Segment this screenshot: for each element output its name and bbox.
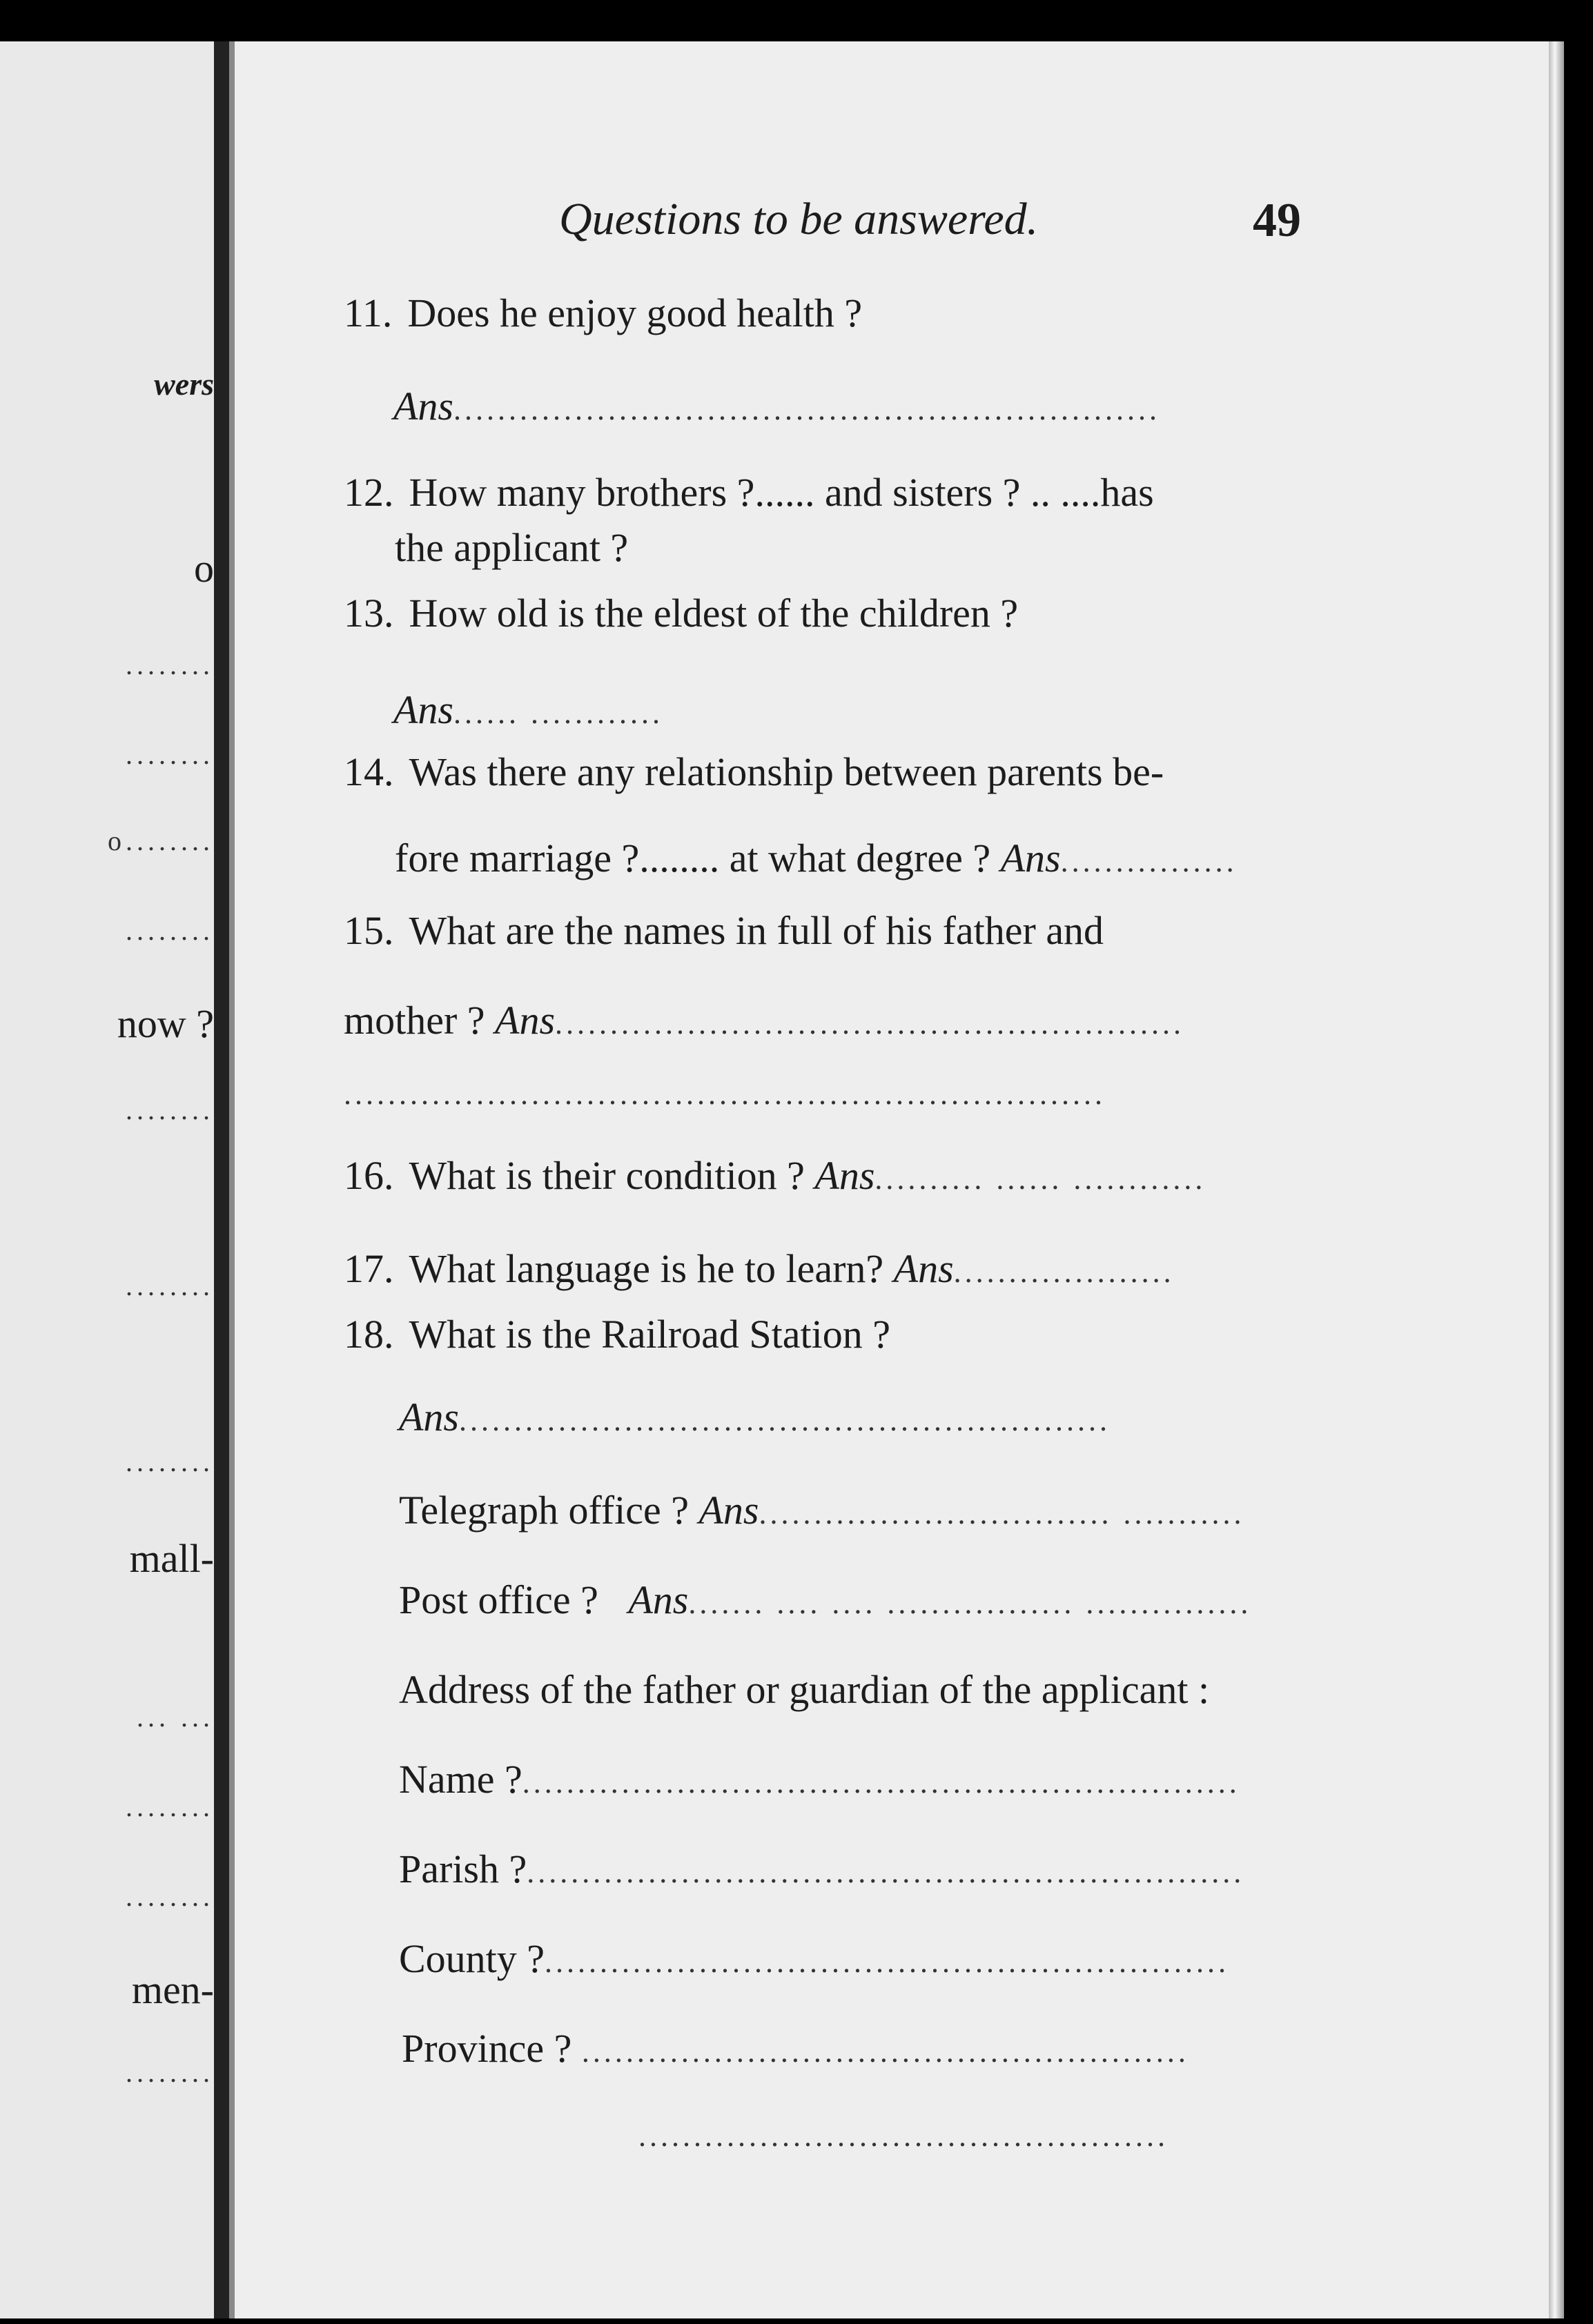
question-11	[344, 290, 862, 336]
left-fragment: mall-	[129, 1536, 214, 1581]
answer-blank: ................................ ...........	[759, 1497, 1245, 1530]
answer-15-blank: .....................................................................	[344, 1077, 1106, 1111]
question-text-cont: ...... and sisters ? .. ....has	[754, 470, 1154, 515]
question-text: Was there any relationship between parents be-	[409, 749, 1164, 794]
left-fragment: ........	[126, 1791, 214, 1822]
scanned-spread	[0, 41, 1564, 2318]
answer-label: Ans	[628, 1577, 689, 1622]
answer-blank: ....... .... .... ................. ...............	[688, 1586, 1252, 1620]
answer-13	[393, 687, 663, 733]
answer-label: Ans	[495, 998, 556, 1043]
question-number: 12.	[344, 470, 394, 515]
answer-11	[393, 383, 1160, 429]
answer-blank: .........................................................	[555, 1007, 1185, 1041]
question-number: 14.	[344, 749, 394, 794]
left-fragment: ........	[126, 739, 214, 770]
question-number: 17.	[344, 1246, 394, 1291]
answer-label: Ans	[393, 687, 453, 732]
left-fragment: o........	[108, 825, 214, 856]
question-18	[344, 1311, 890, 1357]
answer-label: Ans	[698, 1488, 759, 1533]
question-text: What is the Railroad Station ?	[409, 1312, 890, 1357]
page-edge	[1549, 41, 1564, 2318]
question-number: 11.	[344, 290, 393, 335]
name-row	[399, 1756, 1240, 1802]
question-12-line2: the applicant ?	[395, 525, 629, 570]
question-12	[344, 469, 1154, 515]
question-text: What language is he to learn?	[409, 1246, 884, 1291]
answer-blank: .................................................................	[522, 1766, 1240, 1800]
post-office-row	[399, 1577, 1251, 1623]
answer-blank: .................................................................	[527, 1855, 1245, 1889]
running-head: Questions to be answered.	[559, 194, 1039, 244]
question-16	[344, 1152, 1206, 1199]
field-label: Post office ?	[399, 1577, 598, 1622]
question-text: Does he enjoy good health ?	[407, 290, 863, 335]
answer-label: Ans	[893, 1246, 954, 1291]
question-17	[344, 1245, 1175, 1292]
field-label: Province ?	[402, 2026, 572, 2071]
answer-label: Ans	[399, 1395, 459, 1439]
answer-blank: ................	[1060, 845, 1238, 878]
book-gutter-shadow	[229, 41, 235, 2318]
question-text-cont: mother ?	[344, 998, 485, 1043]
left-fragment: ........	[126, 649, 214, 680]
question-number: 16.	[344, 1153, 394, 1198]
question-13	[344, 590, 1018, 636]
answer-blank: ...........................................................	[459, 1404, 1111, 1437]
parish-row	[399, 1846, 1244, 1892]
left-page	[0, 41, 214, 2318]
question-number: 13.	[344, 591, 394, 636]
question-text: How many brothers ?	[409, 470, 755, 515]
answer-blank: .......... ...... ............	[874, 1162, 1206, 1196]
answer-blank: .......................................................	[581, 2035, 1189, 2069]
left-fragment: ........	[126, 1446, 214, 1477]
left-fragment: ........	[126, 915, 214, 946]
question-15	[344, 907, 1104, 954]
field-label: County ?	[399, 1936, 545, 1981]
left-fragment: o	[194, 546, 214, 591]
final-blank-line: ................................................	[638, 2119, 1169, 2153]
left-fragment: men-	[131, 1967, 214, 2012]
county-row	[399, 1936, 1229, 1982]
telegraph-office-row	[399, 1487, 1244, 1533]
question-text-cont: fore marriage ?........ at what degree ?	[395, 836, 991, 880]
left-fragment: ........	[126, 1094, 214, 1125]
address-heading: Address of the father or guardian of the applicant :	[399, 1667, 1210, 1712]
question-14-line2	[395, 835, 1238, 881]
question-number: 15.	[344, 908, 394, 953]
right-page	[235, 41, 1549, 2318]
left-fragment: ... ...	[137, 1702, 214, 1733]
question-text: What is their condition ?	[409, 1153, 805, 1198]
answer-blank: ................................................................	[453, 393, 1160, 426]
question-text: How old is the eldest of the children ?	[409, 591, 1019, 636]
question-15-line2	[344, 997, 1184, 1043]
answer-label: Ans	[393, 384, 453, 429]
left-fragment: wers	[154, 366, 214, 402]
page-number: 49	[1253, 194, 1301, 247]
book-gutter	[214, 41, 229, 2318]
answer-blank: ....................	[953, 1255, 1175, 1289]
left-fragment: ........	[126, 1881, 214, 1912]
left-fragment: ........	[126, 2057, 214, 2088]
left-fragment: now ?	[117, 1001, 214, 1046]
question-number: 18.	[344, 1312, 394, 1357]
answer-label: Ans	[814, 1153, 875, 1198]
province-row	[402, 2025, 1189, 2071]
answer-18	[399, 1394, 1111, 1440]
question-text: What are the names in full of his father and	[409, 908, 1104, 953]
answer-blank: ..............................................................	[545, 1945, 1230, 1979]
field-label: Telegraph office ?	[399, 1488, 689, 1533]
question-14	[344, 749, 1164, 795]
field-label: Parish ?	[399, 1847, 527, 1891]
left-fragment: ........	[126, 1270, 214, 1301]
field-label: Name ?	[399, 1757, 522, 1802]
answer-blank: ...... ............	[453, 696, 663, 730]
answer-label: Ans	[1000, 836, 1061, 880]
